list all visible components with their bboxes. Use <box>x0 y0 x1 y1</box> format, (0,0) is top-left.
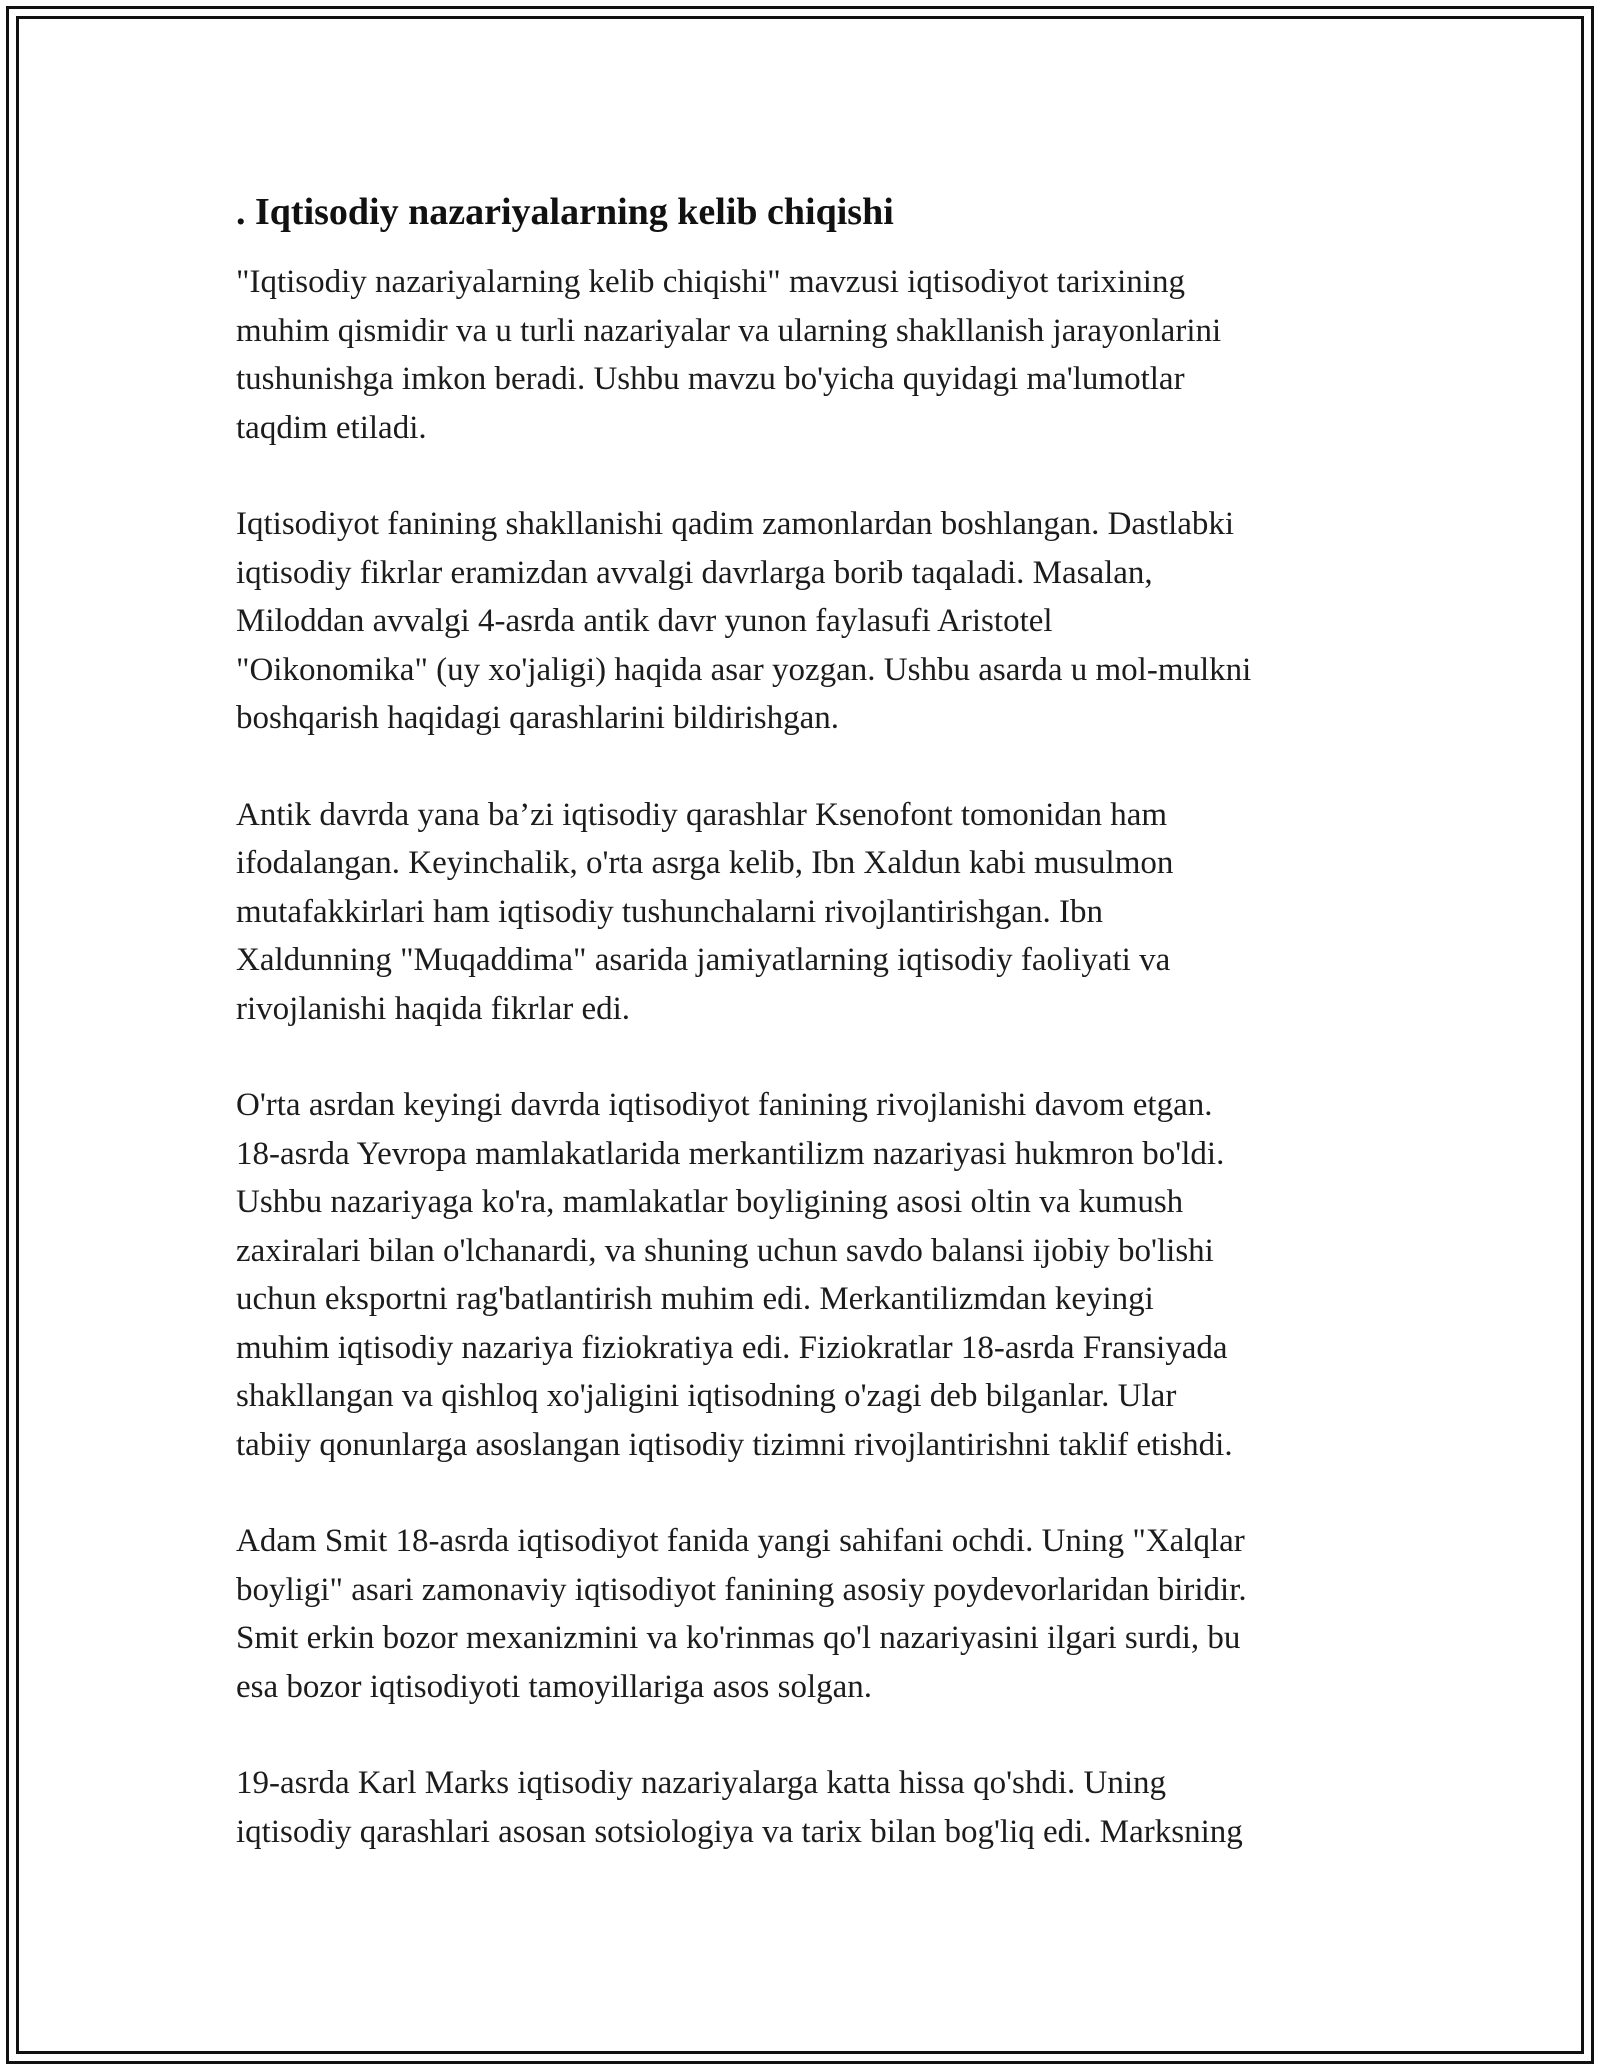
text-line: O'rta asrdan keyingi davrda iqtisodiyot fanining rivojlanishi davom etgan. <box>236 1087 1213 1123</box>
text-line: taqdim etiladi. <box>236 409 427 446</box>
paragraph-6 <box>236 1759 1376 1856</box>
text-line: Smit erkin bozor mexanizmini va ko'rinmas qo'l nazariyasini ilgari surdi, bu <box>236 1620 1241 1656</box>
text-line: "Iqtisodiy nazariyalarning kelib chiqishi" mavzusi iqtisodiyot tarixining <box>236 264 1185 300</box>
text-line: Ushbu nazariyaga ko'ra, mamlakatlar boyligining asosi oltin va kumush <box>236 1184 1184 1220</box>
paragraph-3 <box>236 791 1376 1034</box>
text-line: Iqtisodiyot fanining shakllanishi qadim zamonlardan boshlangan. Dastlabki <box>236 506 1235 542</box>
text-line: Antik davrda yana ba’zi iqtisodiy qarashlar Ksenofont tomonidan ham <box>236 796 1168 833</box>
text-line: iqtisodiy fikrlar eramizdan avvalgi davrlarga borib taqaladi. Masalan, <box>236 554 1153 591</box>
text-line: Adam Smit 18-asrda iqtisodiyot fanida yangi sahifani ochdi. Uning "Xalqlar <box>236 1523 1245 1559</box>
text-line: mutafakkirlari ham iqtisodiy tushunchalarni rivojlantirishgan. Ibn <box>236 893 1103 930</box>
text-line: zaxiralari bilan o'lchanardi, va shuning uchun savdo balansi ijobiy bo'lishi <box>236 1232 1214 1269</box>
text-line: Miloddan avvalgi 4-asrda antik davr yunon faylasufi Aristotel <box>236 603 1053 639</box>
document-body <box>236 184 1376 1904</box>
page-title: . Iqtisodiy nazariyalarning kelib chiqishi <box>236 191 894 233</box>
text-line: Xaldunning "Muqaddima" asarida jamiyatlarning iqtisodiy faoliyati va <box>236 942 1171 978</box>
text-line: boyligi" asari zamonaviy iqtisodiyot fanining asosiy poydevorlaridan biridir. <box>236 1571 1247 1608</box>
paragraph-4 <box>236 1081 1376 1469</box>
text-line: 19-asrda Karl Marks iqtisodiy nazariyalarga katta hissa qo'shdi. Uning <box>236 1765 1167 1801</box>
paragraph-2 <box>236 500 1376 743</box>
text-line: uchun eksportni rag'batlantirish muhim edi. Merkantilizmdan keyingi <box>236 1281 1154 1317</box>
text-line: esa bozor iqtisodiyoti tamoyillariga asos solgan. <box>236 1668 873 1705</box>
text-line: muhim iqtisodiy nazariya fiziokratiya edi. Fiziokratlar 18-asrda Fransiyada <box>236 1329 1228 1366</box>
paragraph-5 <box>236 1517 1376 1711</box>
text-line: iqtisodiy qarashlari asosan sotsiologiya va tarix bilan bog'liq edi. Marksning <box>236 1813 1243 1850</box>
text-line: 18-asrda Yevropa mamlakatlarida merkantilizm nazariyasi hukmron bo'ldi. <box>236 1135 1225 1172</box>
text-line: muhim qismidir va u turli nazariyalar va ularning shakllanish jarayonlarini <box>236 312 1222 349</box>
paragraph-1 <box>236 258 1376 452</box>
text-line: "Oikonomika" (uy xo'jaligi) haqida asar yozgan. Ushbu asarda u mol-mulkni <box>236 651 1252 688</box>
text-line: shakllangan va qishloq xo'jaligini iqtisodning o'zagi deb bilganlar. Ular <box>236 1378 1177 1414</box>
text-line: ifodalangan. Keyinchalik, o'rta asrga kelib, Ibn Xaldun kabi musulmon <box>236 845 1174 881</box>
text-line: boshqarish haqidagi qarashlarini bildirishgan. <box>236 700 840 736</box>
text-line: rivojlanishi haqida fikrlar edi. <box>236 990 631 1027</box>
text-line: tabiiy qonunlarga asoslangan iqtisodiy tizimni rivojlantirishni taklif etishdi. <box>236 1426 1233 1463</box>
text-line: tushunishga imkon beradi. Ushbu mavzu bo'yicha quyidagi ma'lumotlar <box>236 361 1185 397</box>
